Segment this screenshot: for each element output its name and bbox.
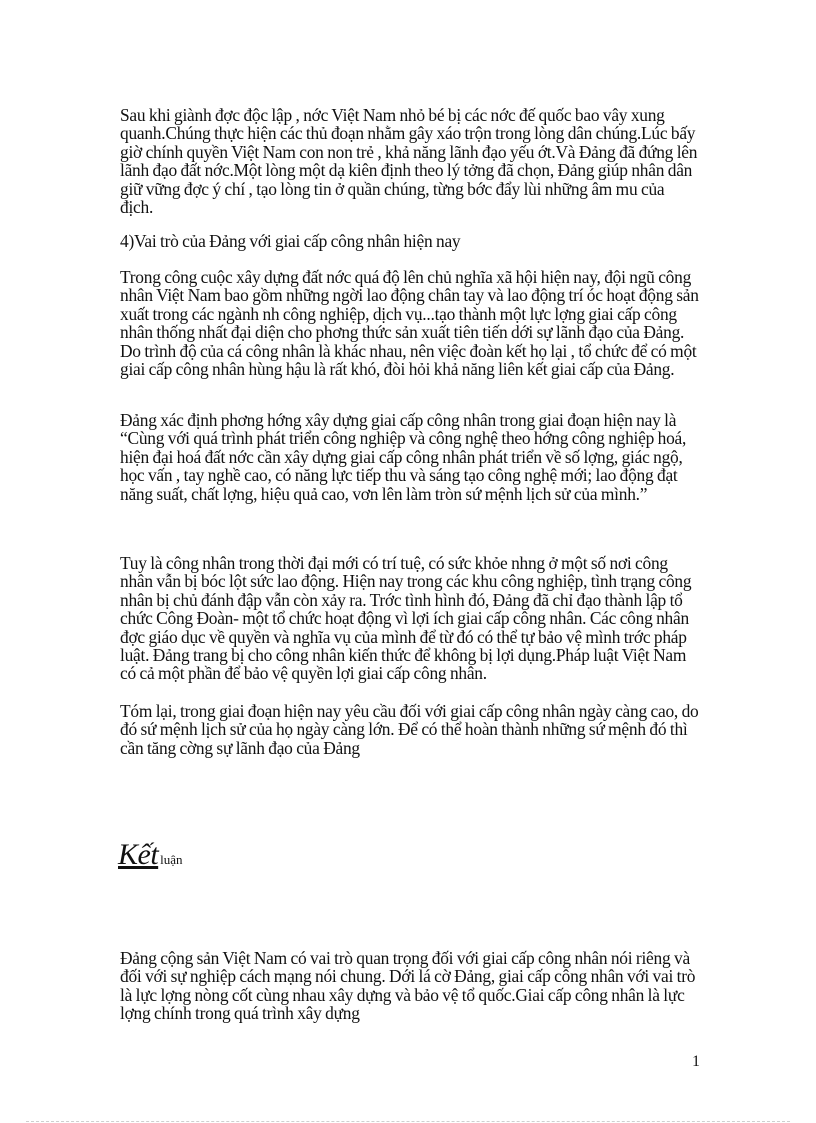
conclusion-title-small: luận xyxy=(160,852,183,867)
paragraph-summary: Tóm lại, trong giai đoạn hiện nay yêu cầu đối với giai cấp công nhân ngày càng cao, do đó sứ mệnh lịch sử của họ ngày càng lớn. Để có thể hoàn thành những sứ mệnh đó thì cần tăng cờng sự lãnh đạo của Đảng xyxy=(120,701,699,758)
section-heading: 4)Vai trò của Đảng với giai cấp công nhân hiện nay xyxy=(120,231,461,251)
conclusion-title xyxy=(118,838,183,872)
paragraph-conclusion: Đảng cộng sản Việt Nam có vai trò quan trọng đối với giai cấp công nhân nói riêng và đối với sự nghiệp cách mạng nói chung. Dới lá cờ Đảng, giai cấp công nhân với vai trò là lực lợng nòng cốt cùng nhau xây dựng và bảo vệ tổ quốc.Giai cấp công nhân là lực lợng chính trong quá trình xây dựng xyxy=(120,948,696,1024)
paragraph-direction: Đảng xác định phơng hớng xây dựng giai cấp công nhân trong giai đoạn hiện nay là “Cùng với quá trình phát triển công nghiệp và công nghệ theo hớng công nghiệp hoá, hiện đại hoá đất nớc cần xây dựng giai cấp công nhân phát triển về số lợng, giác ngộ, học vấn , tay nghề cao, có năng lực tiếp thu và sáng tạo công nghệ mới; lao động đạt năng suất, chất lợng, hiệu quả cao, vơn lên làm tròn sứ mệnh lịch sử của mình.” xyxy=(120,410,687,504)
paragraph-workforce: Trong công cuộc xây dựng đất nớc quá độ lên chủ nghĩa xã hội hiện nay, đội ngũ công nhân Việt Nam bao gồm những ngời lao động chân tay và lao động trí óc hoạt động sản xuất trong các ngành nh công nghiệp, dịch vụ...tạo thành một lực lợng giai cấp công nhân thống nhất đại diện cho phơng thức sản xuất tiên tiến dới sự lãnh đạo của Đảng. Do trình độ của cá công nhân là khác nhau, nên việc đoàn kết họ lại , tổ chức để có một giai cấp công nhân hùng hậu là rất khó, đòi hỏi khả năng liên kết giai cấp của Đảng. xyxy=(120,267,699,380)
page-number: 1 xyxy=(692,1053,700,1070)
page-bottom-divider xyxy=(26,1121,790,1122)
paragraph-independence: Sau khi giành đợc độc lập , nớc Việt Nam nhỏ bé bị các nớc đế quốc bao vây xung quanh.Chúng thực hiện các thủ đoạn nhằm gây xáo trộn trong lòng dân chúng.Lúc bấy giờ chính quyền Việt Nam con non trẻ , khả năng lãnh đạo yếu ớt.Và Đảng đã đứng lên lãnh đạo đất nớc.Một lòng một dạ kiên định theo lý tởng đã chọn, Đảng giúp nhân dân giữ vững đợc ý chí , tạo lòng tin ở quần chúng, từng bớc đẩy lùi những âm mu của địch. xyxy=(120,105,698,218)
conclusion-title-big: Kết xyxy=(118,838,159,871)
paragraph-exploitation: Tuy là công nhân trong thời đại mới có trí tuệ, có sức khỏe nhng ở một số nơi công nhân vẫn bị bóc lột sức lao động. Hiện nay trong các khu công nghiệp, tình trạng công nhân bị chủ đánh đập vẫn còn xảy ra. Trớc tình hình đó, Đảng đã chỉ đạo thành lập tổ chức Công Đoàn- một tổ chức hoạt động vì lợi ích giai cấp công nhân. Các công nhân đợc giáo dục về quyền và nghĩa vụ của mình để từ đó có thể tự bảo vệ mình trớc pháp luật. Đảng trang bị cho công nhân kiến thức để không bị lợi dụng.Pháp luật Việt Nam có cả một phần để bảo vệ quyền lợi giai cấp công nhân. xyxy=(120,553,692,684)
